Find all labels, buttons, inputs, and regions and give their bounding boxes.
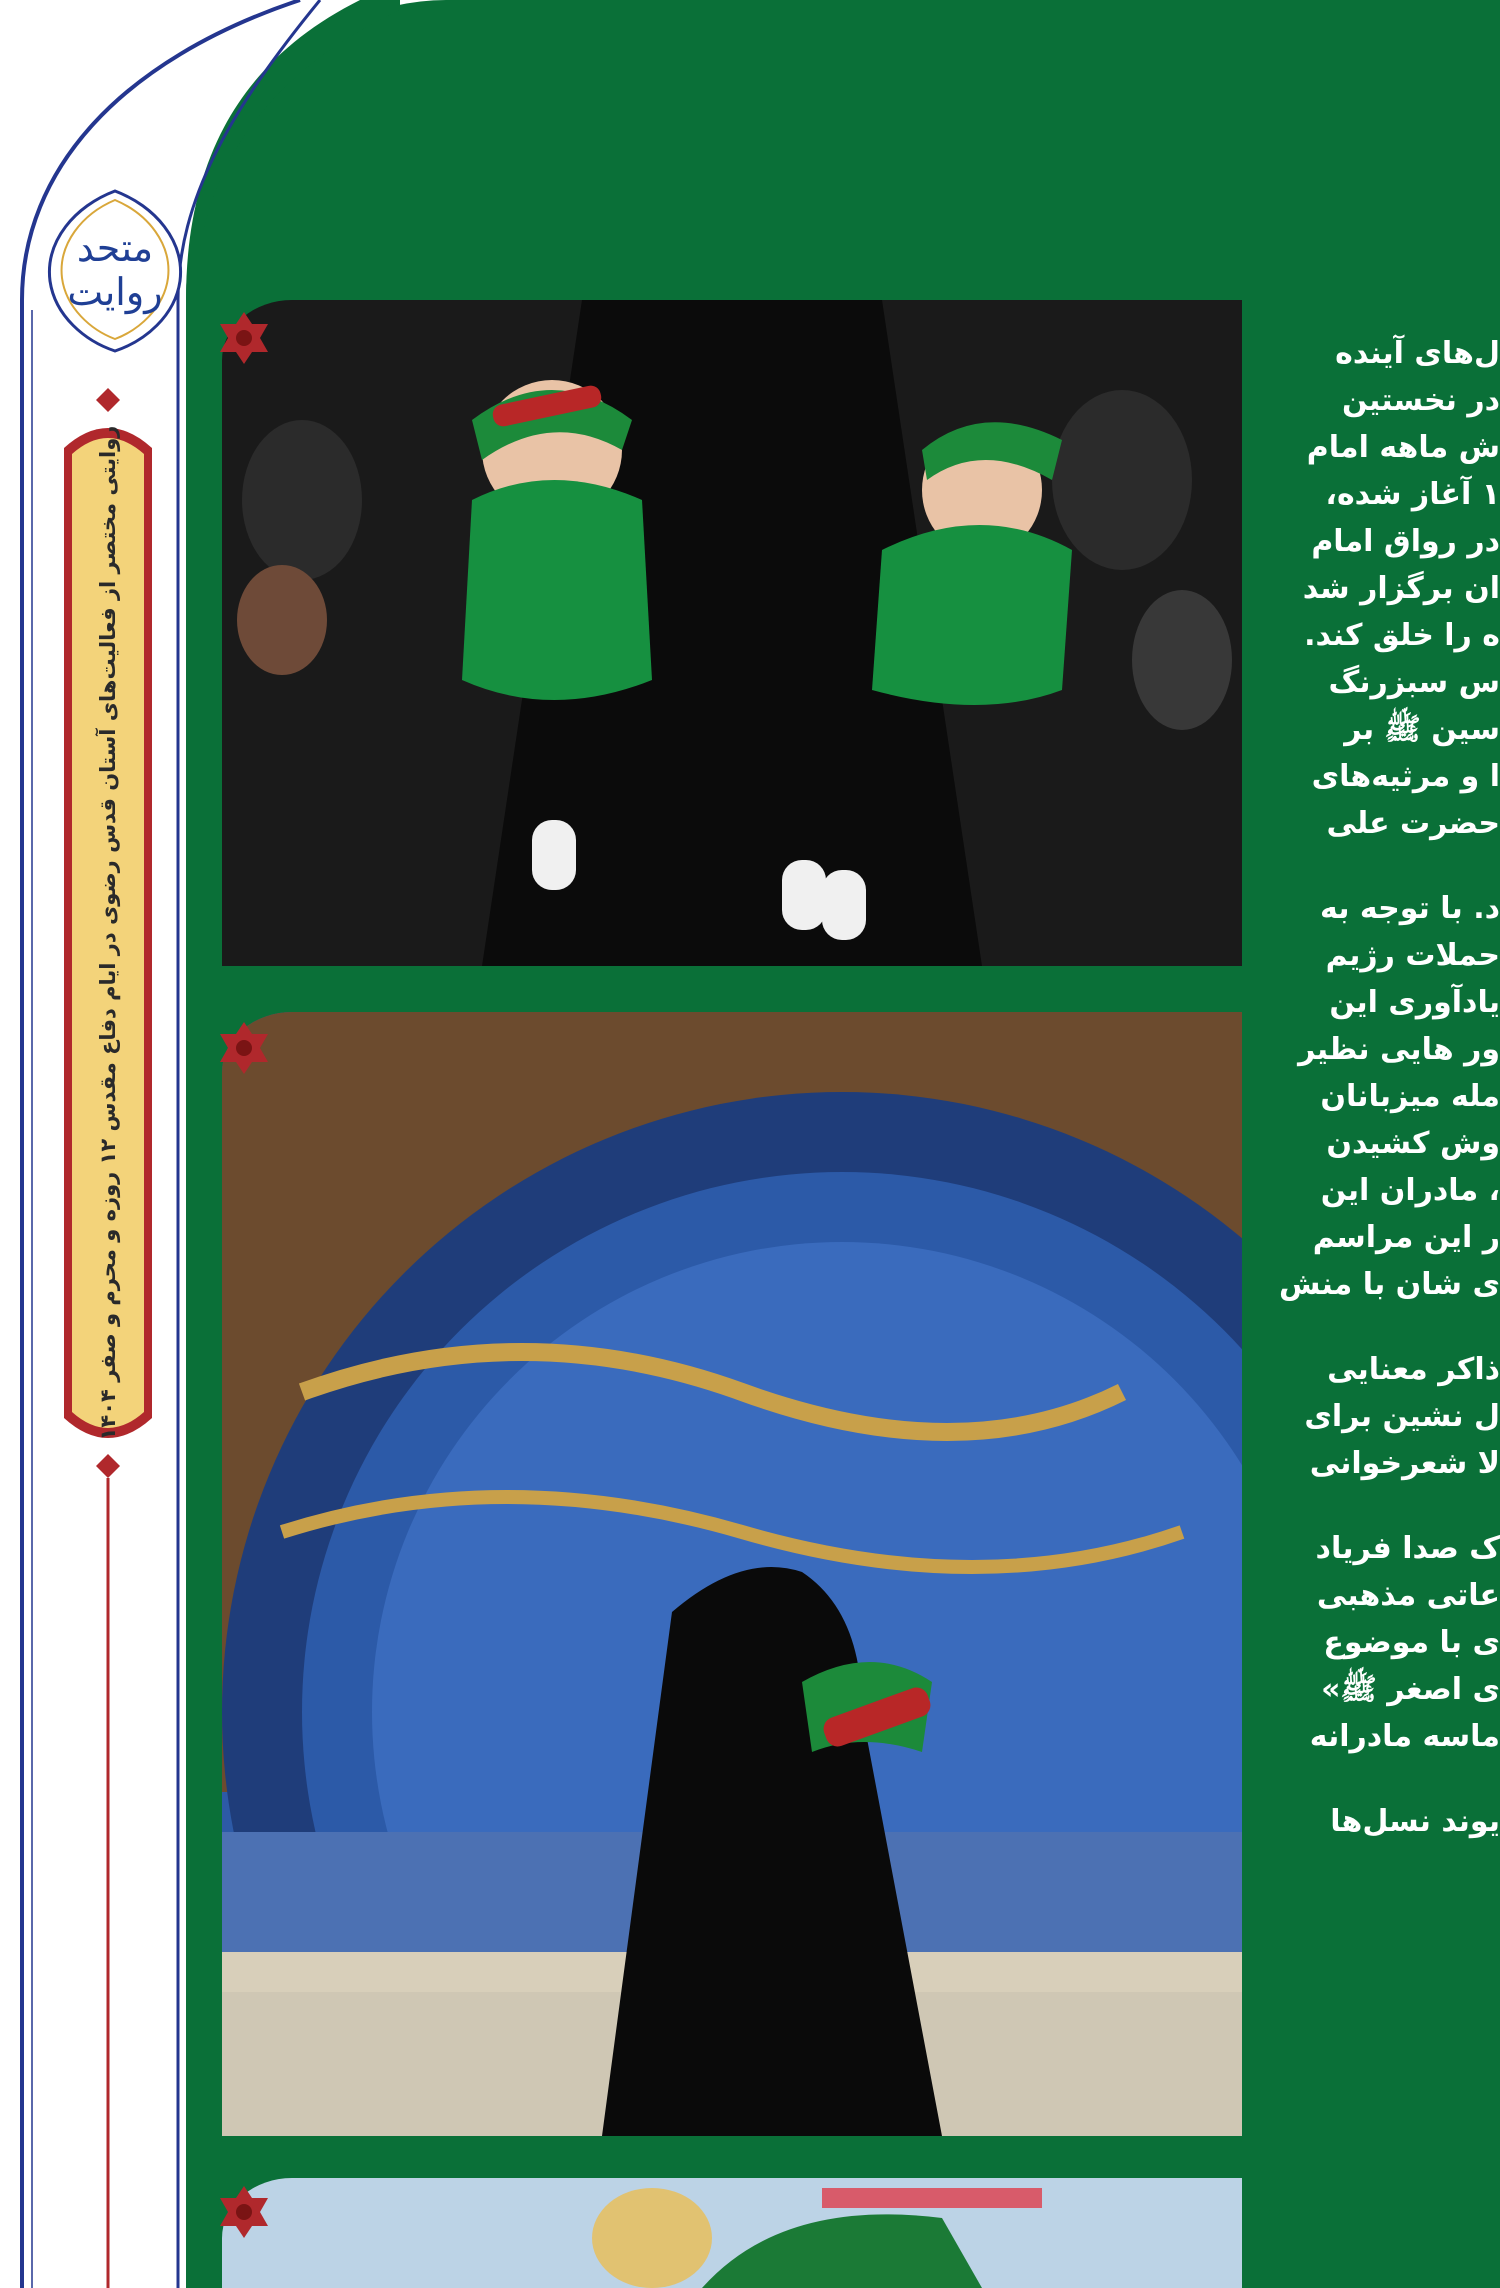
sidebar-stem-line [98,1478,118,2288]
paragraph-5 [1252,1798,1500,1845]
text-line: ی شان با منش [1279,1267,1500,1302]
text-line: یادآوری این [1329,985,1500,1020]
text-line: ک صدا فریاد [1315,1531,1500,1566]
text-line: ه را خلق کند. [1304,618,1500,653]
emblem-text-line2: روایت [67,270,163,314]
text-line: ذاکر معنایی [1327,1352,1500,1387]
emblem-text-line1: متحد [76,226,154,270]
text-line: ل‌های آینده [1335,336,1500,371]
text-line: در نخستین [1341,383,1500,418]
paragraph-3 [1252,1346,1500,1487]
text-line: لا شعرخوانی [1309,1446,1500,1481]
sidebar-caption: روایتی مختصر از فعالیت‌های آستان قدس رضوی در ایام دفاع مقدس ۱۲ روزه و محرم و صفر ۱۴۰۴ [96,425,120,1441]
logo-emblem [40,186,190,356]
text-line: ی اصغر ﷺ» [1321,1672,1500,1707]
photo-baby-shrine [222,2178,1242,2288]
text-line: حضرت علی [1326,806,1500,841]
text-line: ا و مرثیه‌های [1311,759,1500,794]
paragraph-1 [1252,330,1500,847]
text-line: سین ﷺ بر [1344,712,1500,747]
text-line: ش ماهه امام [1306,430,1500,465]
text-line: ی با موضوع [1323,1625,1500,1660]
paragraph-2 [1252,885,1500,1308]
article-text-column [1252,330,1500,2288]
rosette-icon [214,2182,274,2242]
text-line: حملات رژیم [1325,938,1500,973]
text-line: در رواق امام [1311,524,1500,559]
photo-mother-twin-babies [222,300,1242,966]
text-line: ، مادران این [1320,1173,1500,1208]
text-line: د. با توجه به [1320,891,1500,926]
text-line: یوند نسل‌ها [1330,1804,1500,1839]
text-line: ر این مراسم [1312,1220,1500,1255]
text-line: ور هایی نظیر [1298,1032,1500,1067]
text-line: س سبزرنگ [1328,665,1500,700]
paragraph-4 [1252,1525,1500,1760]
photo-mother-baby-calligraphy [222,1012,1242,2136]
rosette-icon [214,308,274,368]
text-line: ان برگزار شد [1302,571,1500,606]
text-line: مله میزبانان [1320,1079,1500,1114]
text-line: ل نشین برای [1304,1399,1500,1434]
text-line: ماسه مادرانه [1309,1719,1500,1754]
rosette-icon [214,1018,274,1078]
text-line: ۱ آغاز شده، [1325,477,1500,512]
text-line: عاتی مذهبی [1316,1578,1500,1613]
text-line: وش کشیدن [1326,1126,1500,1161]
